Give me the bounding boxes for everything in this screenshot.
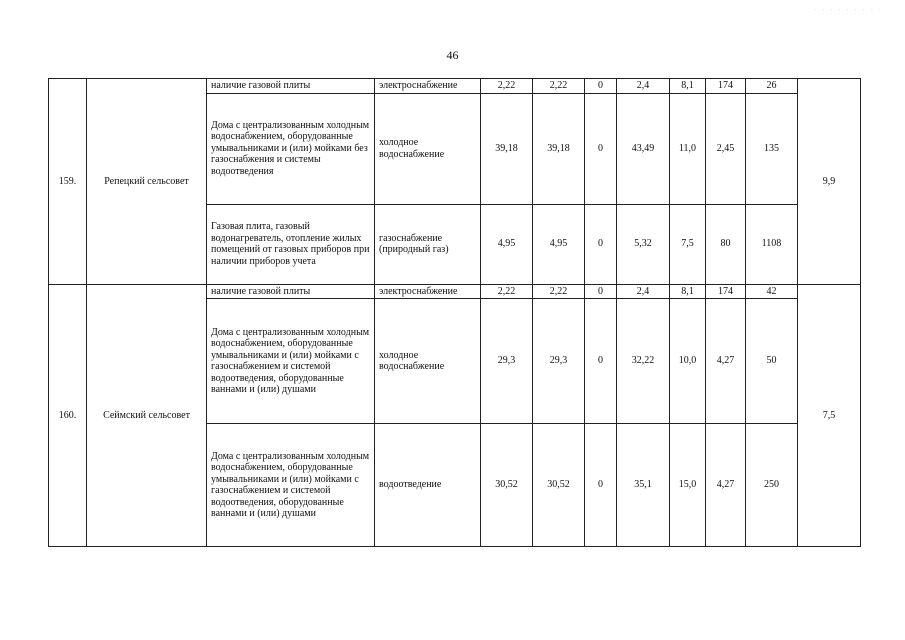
value-cell: 2,4	[617, 79, 670, 94]
value-cell: 2,22	[481, 79, 533, 94]
value-cell: 2,22	[533, 284, 585, 299]
value-cell: 0	[585, 79, 617, 94]
value-cell: 30,52	[481, 424, 533, 547]
row-number: 159.	[49, 79, 87, 285]
value-cell: 10,0	[670, 299, 706, 424]
group-value-cell: 9,9	[798, 79, 861, 285]
value-cell: 250	[746, 424, 798, 547]
condition-cell: наличие газовой плиты	[207, 79, 375, 94]
value-cell: 35,1	[617, 424, 670, 547]
condition-cell: Дома с централизованным холодным водоснабжением, оборудованные умывальниками и (или) мойками с газоснабжением и системой водоотведения, оборудованные ваннами и (или) душами	[207, 424, 375, 547]
value-cell: 5,32	[617, 204, 670, 284]
settlement-name: Сеймский сельсовет	[87, 284, 207, 547]
service-cell: газоснабжение (природный газ)	[375, 204, 481, 284]
value-cell: 43,49	[617, 93, 670, 204]
value-cell: 80	[706, 204, 746, 284]
value-cell: 11,0	[670, 93, 706, 204]
settlement-name: Репецкий сельсовет	[87, 79, 207, 285]
value-cell: 42	[746, 284, 798, 299]
value-cell: 2,22	[533, 79, 585, 94]
table-row	[49, 284, 861, 299]
tariff-table	[48, 78, 861, 547]
value-cell: 135	[746, 93, 798, 204]
value-cell: 30,52	[533, 424, 585, 547]
value-cell: 15,0	[670, 424, 706, 547]
value-cell: 0	[585, 424, 617, 547]
condition-cell: Газовая плита, газовый водонагреватель, отопление жилых помещений от газовых приборов при наличии приборов учета	[207, 204, 375, 284]
group-value-cell: 7,5	[798, 284, 861, 547]
value-cell: 0	[585, 93, 617, 204]
value-cell: 2,45	[706, 93, 746, 204]
value-cell: 4,95	[481, 204, 533, 284]
value-cell: 29,3	[481, 299, 533, 424]
row-number: 160.	[49, 284, 87, 547]
value-cell: 39,18	[481, 93, 533, 204]
condition-cell: Дома с централизованным холодным водоснабжением, оборудованные умывальниками и (или) мойками без газоснабжения и системы водоотведения	[207, 93, 375, 204]
value-cell: 4,27	[706, 299, 746, 424]
value-cell: 8,1	[670, 284, 706, 299]
value-cell: 0	[585, 204, 617, 284]
page-number: 46	[446, 48, 459, 62]
value-cell: 174	[706, 79, 746, 94]
value-cell: 0	[585, 284, 617, 299]
value-cell: 8,1	[670, 79, 706, 94]
value-cell: 174	[706, 284, 746, 299]
value-cell: 2,4	[617, 284, 670, 299]
value-cell: 26	[746, 79, 798, 94]
table-row	[49, 79, 861, 94]
value-cell: 50	[746, 299, 798, 424]
value-cell: 4,27	[706, 424, 746, 547]
value-cell: 39,18	[533, 93, 585, 204]
value-cell: 32,22	[617, 299, 670, 424]
service-cell: электроснабжение	[375, 79, 481, 94]
condition-cell: Дома с централизованным холодным водоснабжением, оборудованные умывальниками и (или) мойками с газоснабжением и системой водоотведения, оборудованные ваннами и (или) душами	[207, 299, 375, 424]
value-cell: 7,5	[670, 204, 706, 284]
service-cell: водоотведение	[375, 424, 481, 547]
value-cell: 2,22	[481, 284, 533, 299]
value-cell: 4,95	[533, 204, 585, 284]
value-cell: 1108	[746, 204, 798, 284]
condition-cell: наличие газовой плиты	[207, 284, 375, 299]
service-cell: холодное водоснабжение	[375, 93, 481, 204]
value-cell: 0	[585, 299, 617, 424]
service-cell: электроснабжение	[375, 284, 481, 299]
scan-corner-mark: · · · · · · · · ·	[814, 6, 883, 14]
value-cell: 29,3	[533, 299, 585, 424]
service-cell: холодное водоснабжение	[375, 299, 481, 424]
